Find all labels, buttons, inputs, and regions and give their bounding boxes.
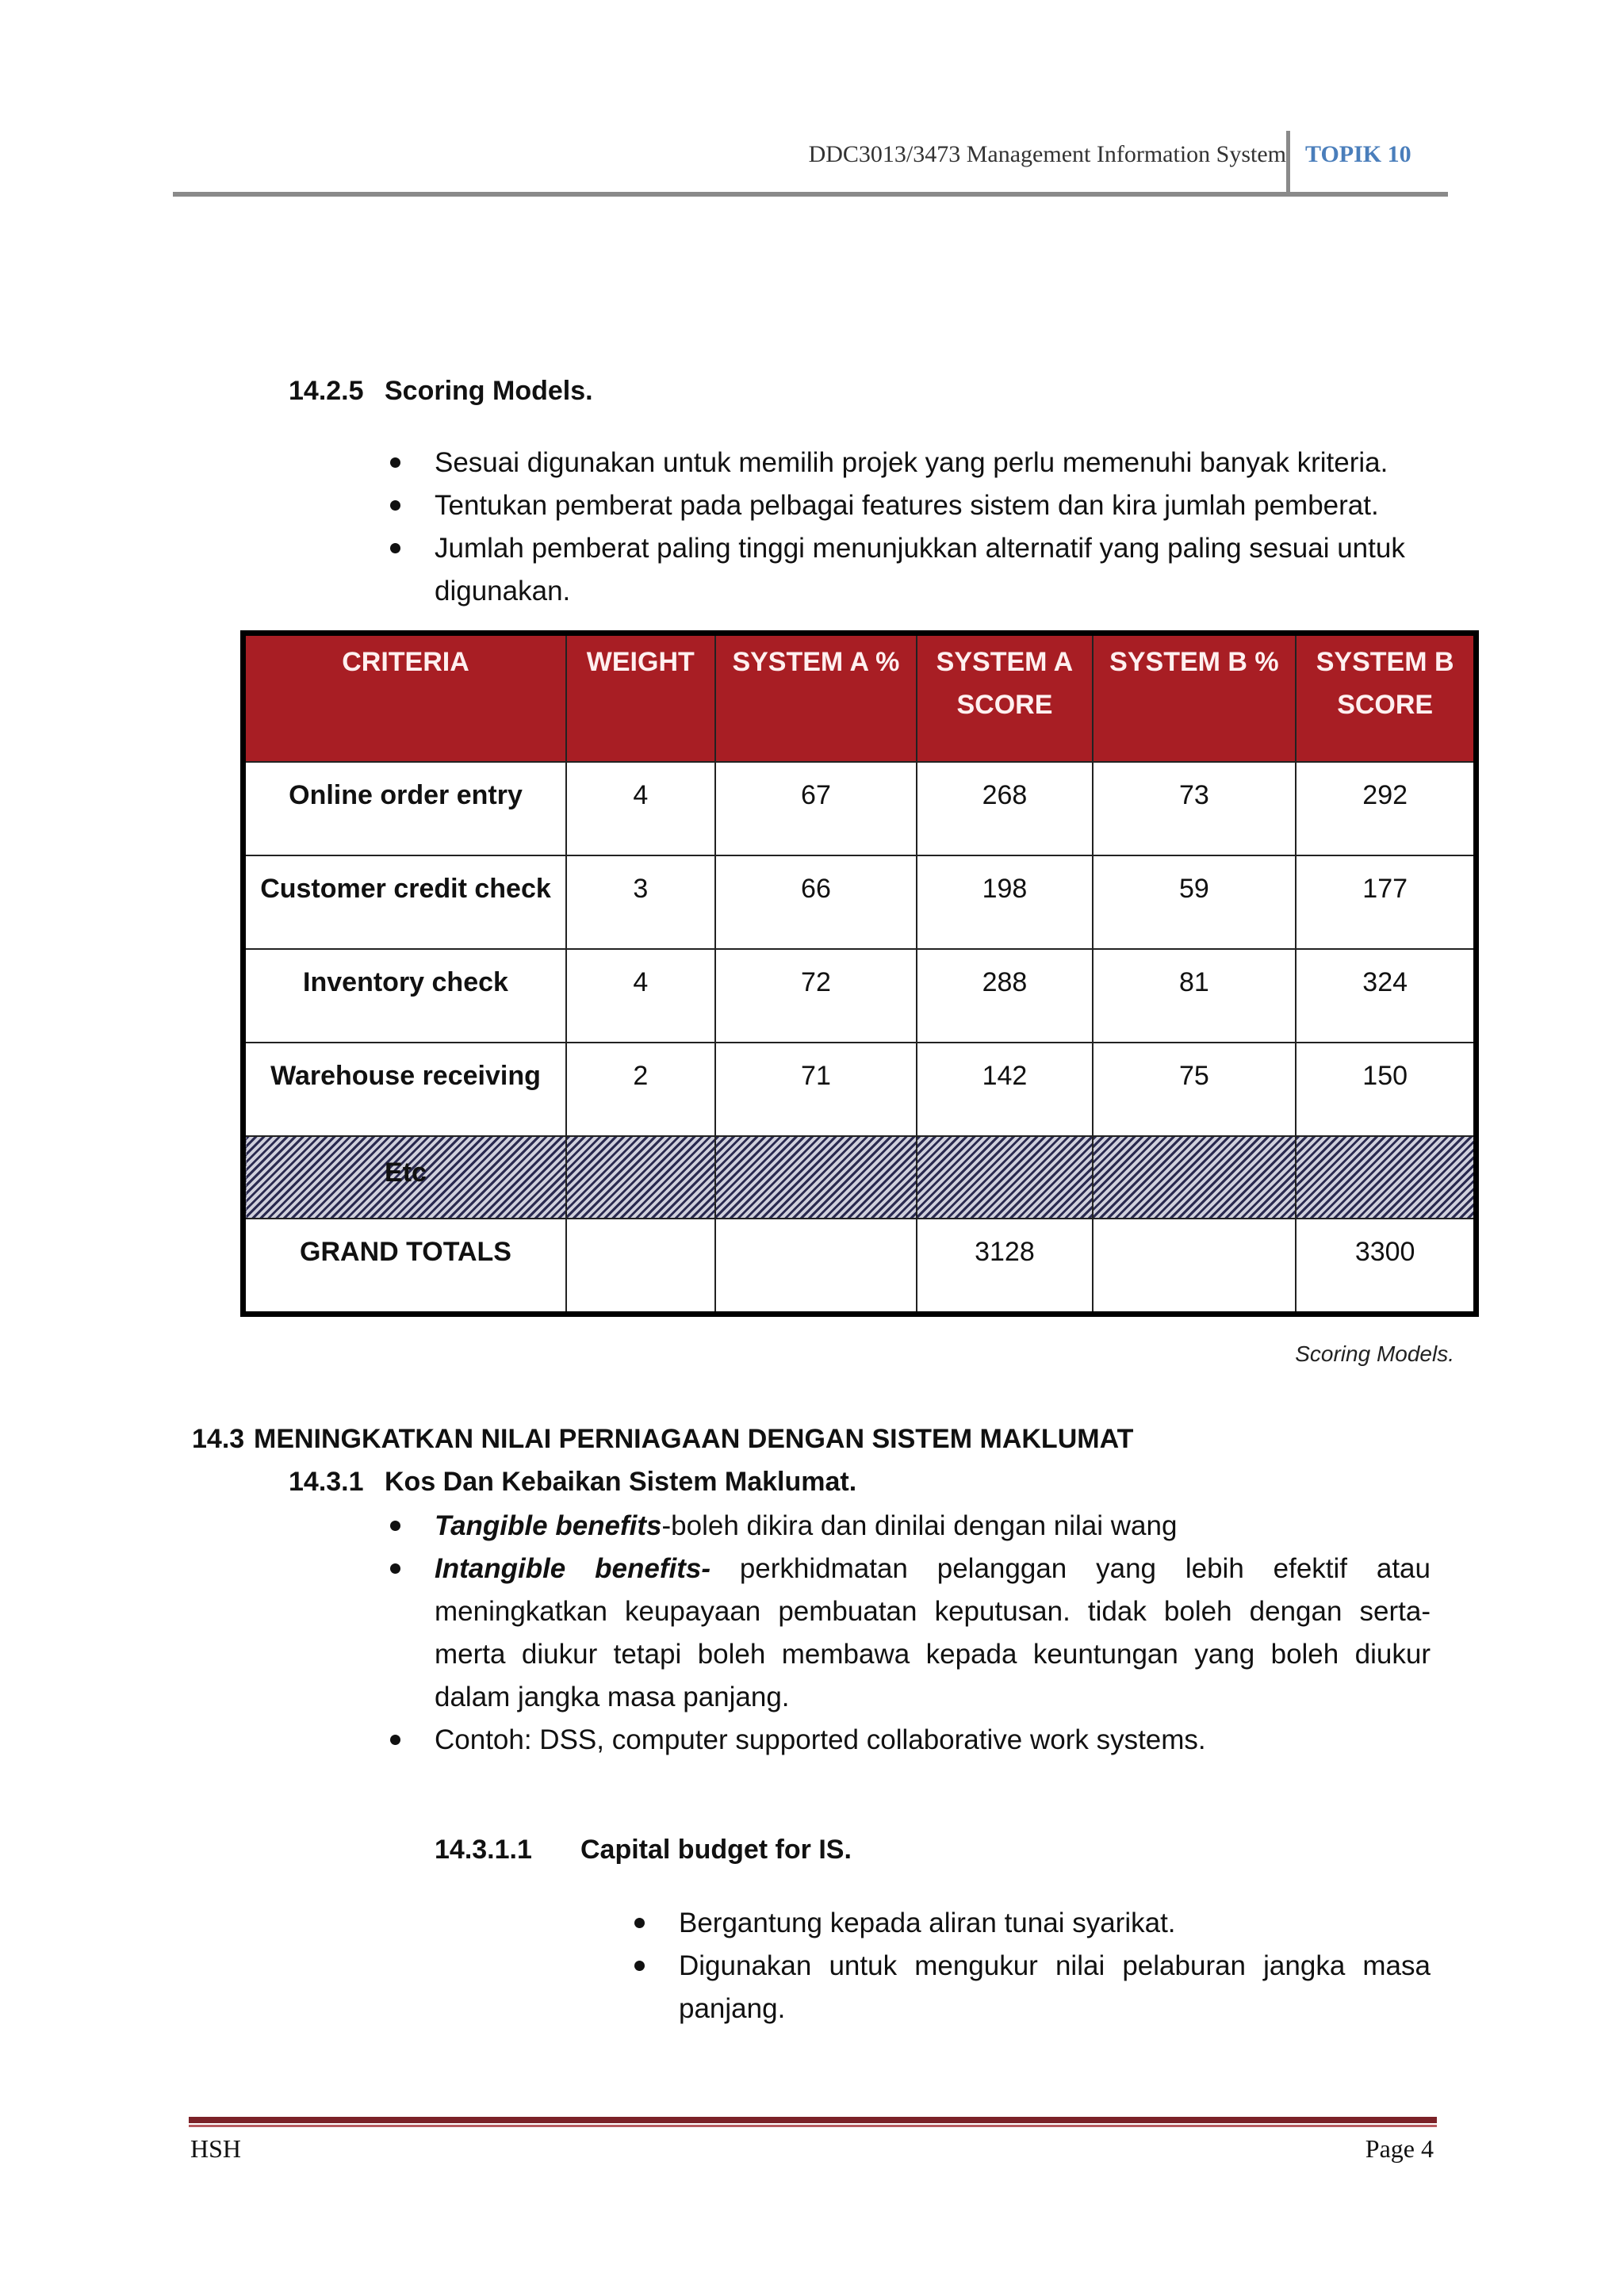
- table-cell: 59: [1093, 855, 1297, 949]
- table-cell: 4: [566, 949, 715, 1043]
- capital-budget-bullets: [679, 1902, 1431, 2030]
- table-cell: 150: [1296, 1043, 1476, 1136]
- table-cell: 81: [1093, 949, 1297, 1043]
- table-cell: [566, 1219, 715, 1314]
- table-row-etc: [243, 1136, 1477, 1219]
- scoring-bullets: [435, 442, 1434, 613]
- table-cell: Online order entry: [243, 762, 567, 855]
- table-row: [243, 855, 1477, 949]
- bullet-icon: [390, 1521, 400, 1531]
- table-cell: GRAND TOTALS: [243, 1219, 567, 1314]
- col-criteria: CRITERIA: [243, 633, 567, 763]
- list-item: Tangible benefits-boleh dikira dan dinilai dengan nilai wang: [435, 1505, 1431, 1548]
- etc-label: Etc: [385, 1158, 427, 1188]
- table-cell: 177: [1296, 855, 1476, 949]
- table-cell: 72: [715, 949, 917, 1043]
- list-item: Contoh: DSS, computer supported collaborative work systems.: [435, 1719, 1431, 1762]
- col-weight: WEIGHT: [566, 633, 715, 763]
- table-cell: 142: [917, 1043, 1092, 1136]
- section-14-3-1-1-title: Capital budget for IS.: [580, 1835, 852, 1865]
- table-cell: 75: [1093, 1043, 1297, 1136]
- table-cell: Inventory check: [243, 949, 567, 1043]
- table-cell: [566, 1136, 715, 1219]
- bullet-icon: [634, 1918, 645, 1928]
- col-system-a-pct: SYSTEM A %: [715, 633, 917, 763]
- table-header-row: [243, 633, 1477, 763]
- table-cell: Customer credit check: [243, 855, 567, 949]
- bullet-icon: [390, 457, 400, 468]
- col-system-b-score: SYSTEM B SCORE: [1296, 633, 1476, 763]
- table-cell: [715, 1219, 917, 1314]
- table-cell: 66: [715, 855, 917, 949]
- header-rule: [173, 192, 1448, 197]
- list-item: Tentukan pemberat pada pelbagai features sistem dan kira jumlah pemberat.: [435, 484, 1434, 527]
- section-14-3-1-title: Kos Dan Kebaikan Sistem Maklumat.: [385, 1467, 857, 1497]
- bullet-icon: [634, 1961, 645, 1971]
- table-cell: [715, 1136, 917, 1219]
- table-cell: 3: [566, 855, 715, 949]
- table-cell: [1093, 1136, 1297, 1219]
- benefits-bullets: [435, 1505, 1431, 1762]
- header-course-title: DDC3013/3473 Management Information System: [808, 141, 1286, 167]
- header-topic: TOPIK 10: [1305, 141, 1411, 167]
- table-cell: 71: [715, 1043, 917, 1136]
- tangible-term: Tangible benefits: [435, 1510, 662, 1541]
- table-cell: [917, 1136, 1092, 1219]
- list-item: Bergantung kepada aliran tunai syarikat.: [679, 1902, 1431, 1945]
- section-14-3-number: 14.3: [192, 1424, 245, 1454]
- bullet-icon: [390, 500, 400, 511]
- list-item: Digunakan untuk mengukur nilai pelaburan jangka masa panjang.: [679, 1945, 1431, 2030]
- table-row-totals: [243, 1219, 1477, 1314]
- col-system-a-score: SYSTEM A SCORE: [917, 633, 1092, 763]
- section-14-3-1-number: 14.3.1: [289, 1467, 364, 1497]
- bullet-icon: [390, 1563, 400, 1574]
- col-system-b-pct: SYSTEM B %: [1093, 633, 1297, 763]
- table-cell: 292: [1296, 762, 1476, 855]
- scoring-table: [240, 630, 1479, 1317]
- table-cell: 288: [917, 949, 1092, 1043]
- table-caption: Scoring Models.: [1295, 1341, 1454, 1366]
- table-cell: 3128: [917, 1219, 1092, 1314]
- table-cell: [243, 1136, 567, 1219]
- table-cell: 198: [917, 855, 1092, 949]
- table-cell: Warehouse receiving: [243, 1043, 567, 1136]
- list-item: Intangible benefits- perkhidmatan pelanggan yang lebih efektif atau meningkatkan keupayaan pembuatan keputusan. tidak boleh dengan serta-merta diukur tetapi boleh membawa kepada keuntungan yang boleh diukur dalam jangka masa panjang.: [435, 1548, 1431, 1719]
- table-cell: 73: [1093, 762, 1297, 855]
- table-cell: 3300: [1296, 1219, 1476, 1314]
- table-cell: 2: [566, 1043, 715, 1136]
- list-item: Jumlah pemberat paling tinggi menunjukkan alternatif yang paling sesuai untuk digunakan.: [435, 527, 1434, 613]
- table-row: [243, 1043, 1477, 1136]
- table-row: [243, 762, 1477, 855]
- footer-page-number: Page 4: [1365, 2134, 1434, 2163]
- table-row: [243, 949, 1477, 1043]
- footer-author: HSH: [190, 2134, 242, 2163]
- section-14-3-title: MENINGKATKAN NILAI PERNIAGAAN DENGAN SISTEM MAKLUMAT: [254, 1424, 1134, 1454]
- table-cell: [1093, 1219, 1297, 1314]
- section-14-3-1-1-number: 14.3.1.1: [435, 1835, 532, 1865]
- intangible-term: Intangible benefits-: [435, 1553, 710, 1584]
- table-cell: [1296, 1136, 1476, 1219]
- section-14-2-5-title: Scoring Models.: [385, 376, 593, 406]
- section-14-2-5-number: 14.2.5: [289, 376, 364, 406]
- table-cell: 268: [917, 762, 1092, 855]
- bullet-icon: [390, 543, 400, 553]
- list-item: Sesuai digunakan untuk memilih projek yang perlu memenuhi banyak kriteria.: [435, 442, 1434, 484]
- table-cell: 324: [1296, 949, 1476, 1043]
- header-separator: [1286, 131, 1290, 194]
- bullet-icon: [390, 1735, 400, 1745]
- footer-rule-thin: [189, 2125, 1437, 2127]
- table-cell: 67: [715, 762, 917, 855]
- footer-rule: [189, 2117, 1437, 2123]
- table-cell: 4: [566, 762, 715, 855]
